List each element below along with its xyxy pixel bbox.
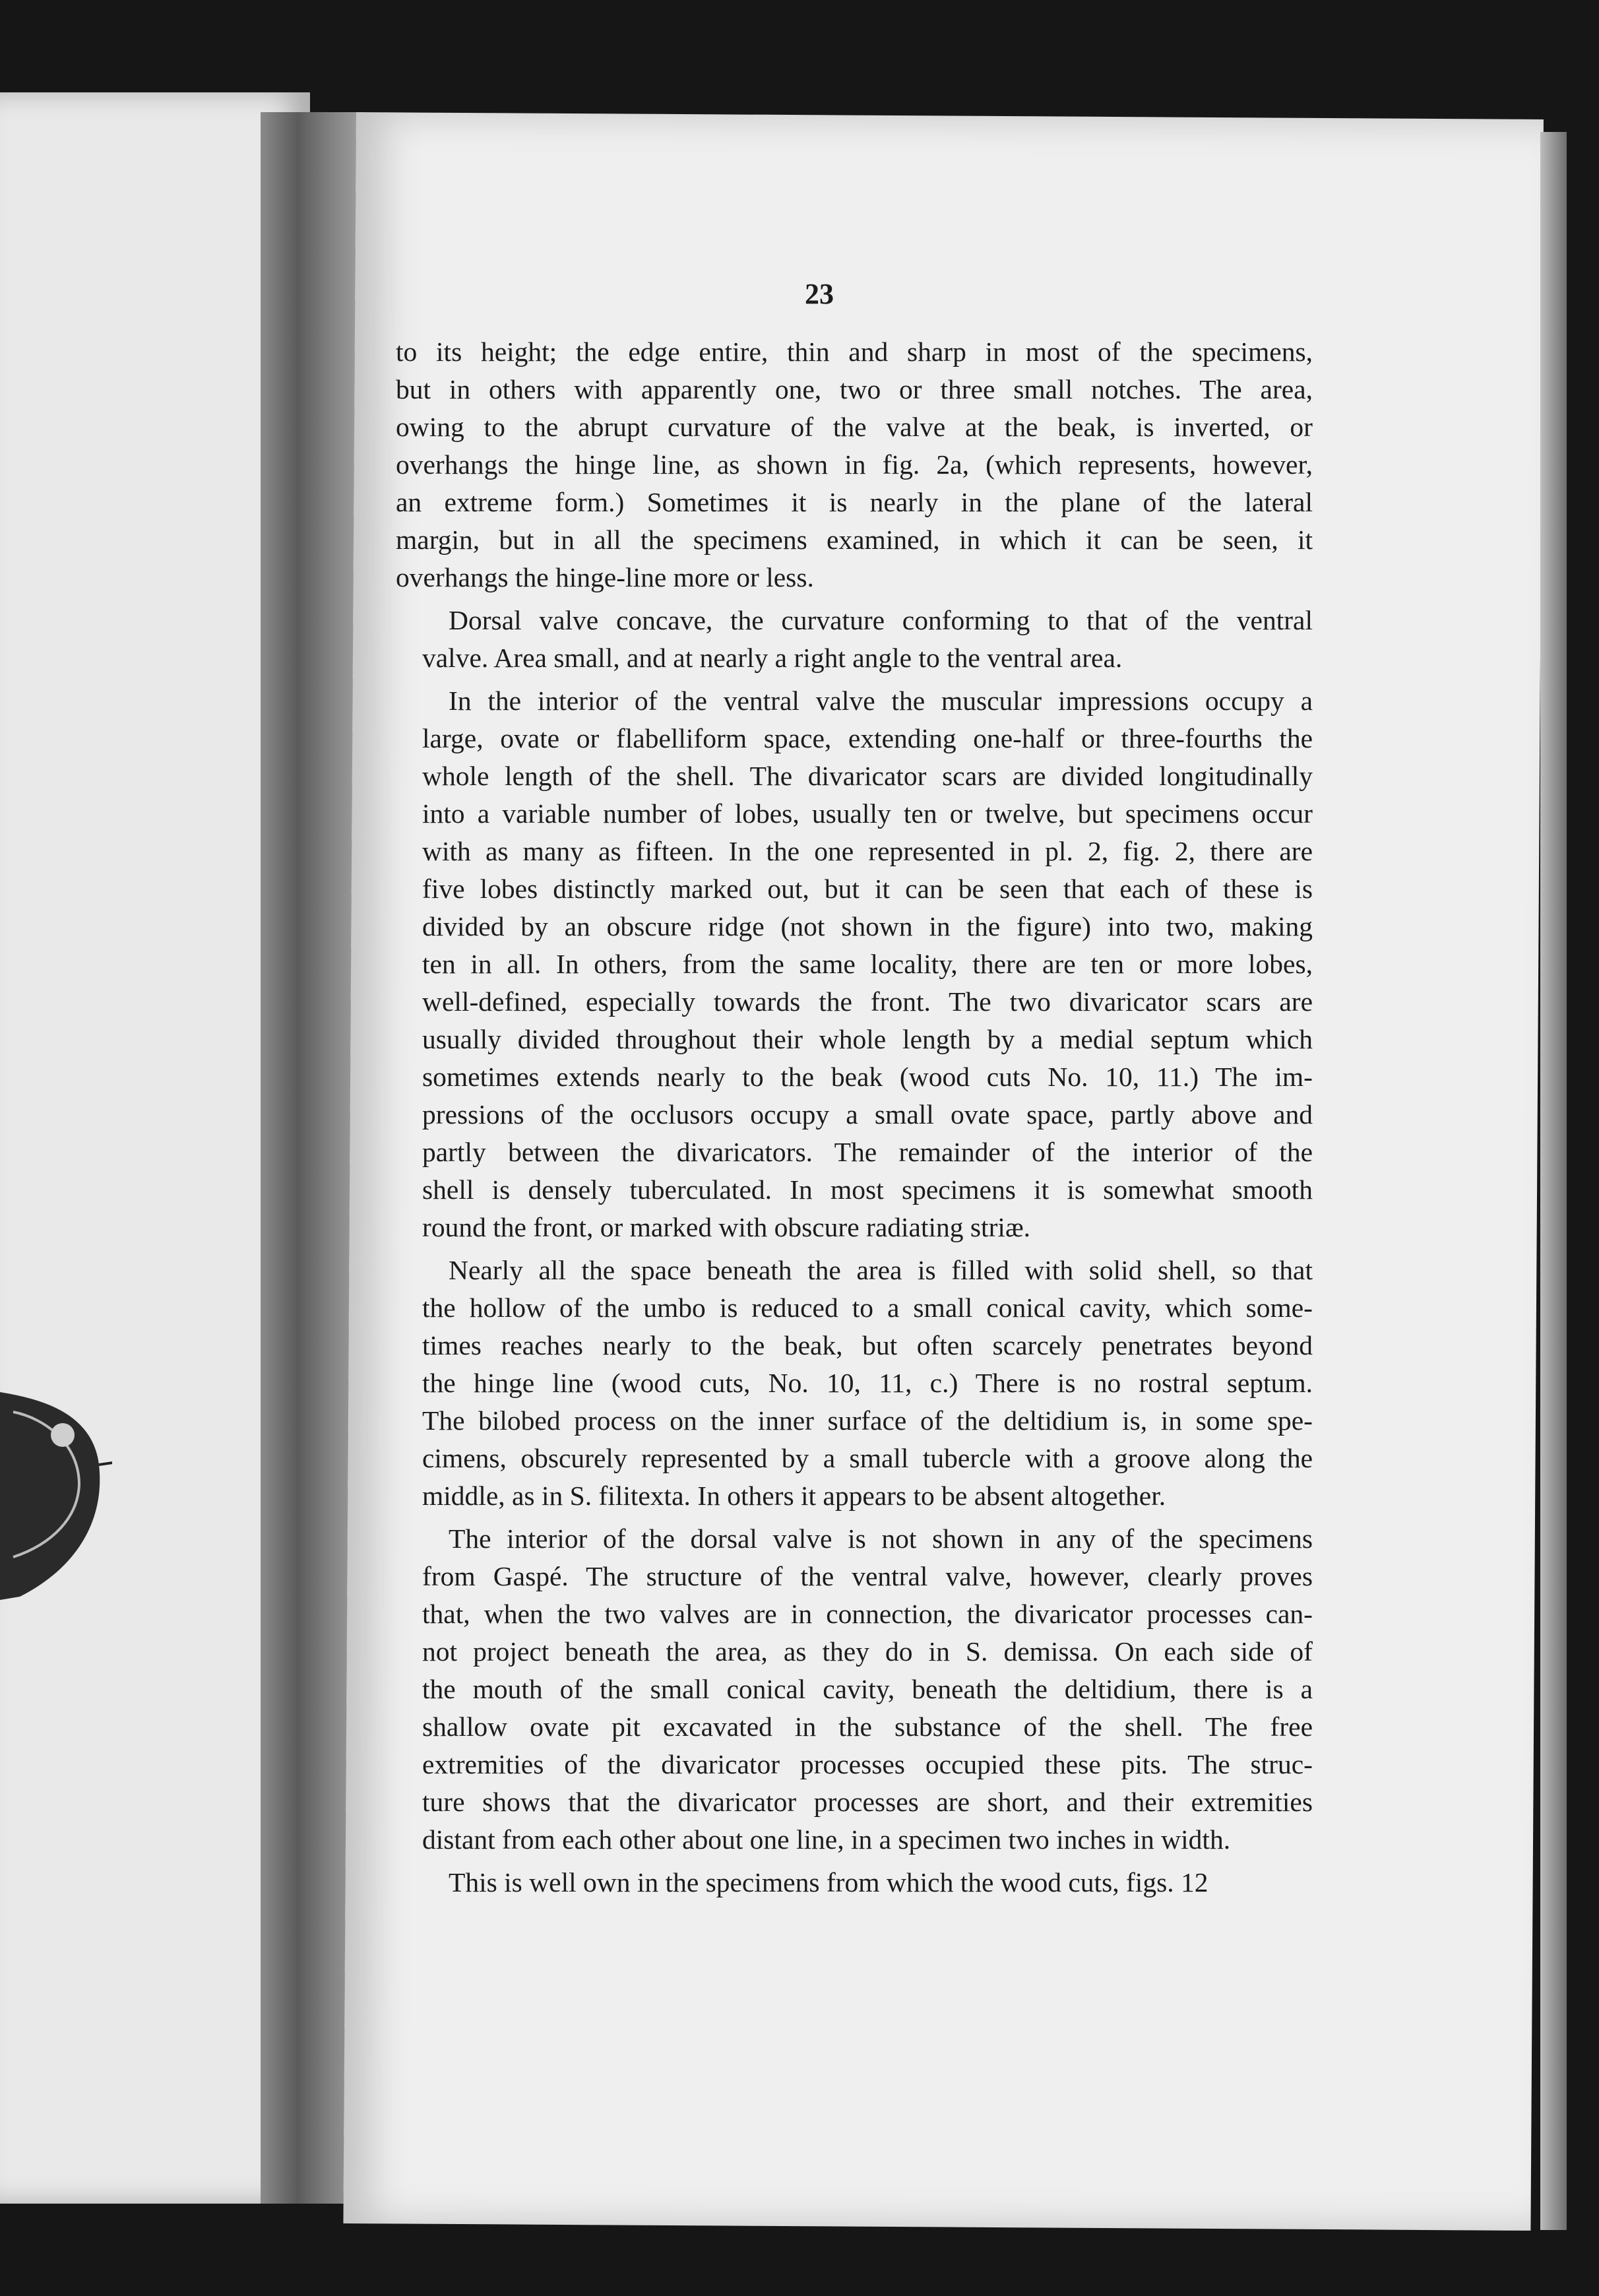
text-line: five lobes distinctly marked out, but it can be seen that each of these is: [422, 874, 1313, 904]
text-line: times reaches nearly to the beak, but often scarcely penetrates beyond: [422, 1330, 1313, 1360]
text-line: ture shows that the divaricator processes are short, and their extremities: [422, 1787, 1313, 1817]
text-line: ten in all. In others, from the same locality, there are ten or more lobes,: [422, 949, 1313, 979]
text-line: divided by an obscure ridge (not shown in the figure) into two, making: [422, 911, 1313, 941]
text-line: cimens, obscurely represented by a small tubercle with a groove along the: [422, 1443, 1313, 1473]
page-body-text: [396, 333, 1313, 1907]
text-line: The bilobed process on the inner surface of the deltidium is, in some spe-: [422, 1405, 1313, 1436]
text-line: In the interior of the ventral valve the muscular impressions occupy a: [449, 686, 1313, 716]
text-line: with as many as fifteen. In the one represented in pl. 2, fig. 2, there are: [422, 836, 1313, 866]
paragraph: [396, 1252, 1313, 1515]
paragraph: [396, 682, 1313, 1246]
paragraph: [396, 1864, 1313, 1901]
text-line: the mouth of the small conical cavity, beneath the deltidium, there is a: [422, 1674, 1313, 1704]
text-line: the hollow of the umbo is reduced to a small conical cavity, which some-: [422, 1292, 1313, 1323]
text-line: The interior of the dorsal valve is not shown in any of the specimens: [449, 1523, 1313, 1554]
paragraph: [396, 1520, 1313, 1859]
text-line: This is well own in the specimens from which the wood cuts, figs. 12: [449, 1867, 1208, 1897]
text-line: large, ovate or flabelliform space, extending one-half or three-fourths the: [422, 723, 1313, 753]
text-line: distant from each other about one line, in a specimen two inches in width.: [422, 1824, 1231, 1855]
text-line: an extreme form.) Sometimes it is nearly in the plane of the lateral: [396, 487, 1313, 517]
page-number: 23: [805, 278, 834, 310]
shell-illustration-fragment: [0, 1372, 112, 1636]
text-line: Nearly all the space beneath the area is filled with solid shell, so that: [449, 1255, 1313, 1285]
paragraph: [396, 602, 1313, 677]
text-line: to its height; the edge entire, thin and sharp in most of the specimens,: [396, 336, 1313, 367]
text-line: sometimes extends nearly to the beak (wood cuts No. 10, 11.) The im-: [422, 1062, 1313, 1092]
text-line: Dorsal valve concave, the curvature conforming to that of the ventral: [449, 605, 1313, 635]
paragraph: [396, 333, 1313, 596]
text-line: owing to the abrupt curvature of the valve at the beak, is inverted, or: [396, 412, 1313, 442]
text-line: shell is densely tuberculated. In most specimens it is somewhat smooth: [422, 1174, 1313, 1205]
text-line: margin, but in all the specimens examined, in which it can be seen, it: [396, 525, 1313, 555]
text-line: from Gaspé. The structure of the ventral valve, however, clearly proves: [422, 1561, 1313, 1591]
text-line: shallow ovate pit excavated in the substance of the shell. The free: [422, 1711, 1313, 1742]
text-line: that, when the two valves are in connection, the divaricator processes can-: [422, 1599, 1313, 1629]
text-line: middle, as in S. filitexta. In others it appears to be absent altogether.: [422, 1481, 1166, 1511]
text-line: not project beneath the area, as they do in S. demissa. On each side of: [422, 1636, 1313, 1667]
page-edge: [1540, 132, 1567, 2230]
text-line: usually divided throughout their whole length by a medial septum which: [422, 1024, 1313, 1054]
text-line: the hinge line (wood cuts, No. 10, 11, c.) There is no rostral septum.: [422, 1368, 1313, 1398]
text-line: well-defined, especially towards the front. The two divaricator scars are: [422, 986, 1313, 1017]
text-line: but in others with apparently one, two or three small notches. The area,: [396, 374, 1313, 404]
text-line: round the front, or marked with obscure radiating striæ.: [422, 1212, 1030, 1242]
text-line: partly between the divaricators. The remainder of the interior of the: [422, 1137, 1313, 1167]
text-line: valve. Area small, and at nearly a right angle to the ventral area.: [422, 643, 1123, 673]
text-line: whole length of the shell. The divaricator scars are divided longitudinally: [422, 761, 1313, 791]
text-line: overhangs the hinge-line more or less.: [396, 562, 814, 592]
text-line: extremities of the divaricator processes occupied these pits. The struc-: [422, 1749, 1313, 1779]
text-line: overhangs the hinge line, as shown in fig. 2a, (which represents, however,: [396, 449, 1313, 480]
text-line: into a variable number of lobes, usually ten or twelve, but specimens occur: [422, 798, 1313, 829]
text-line: pressions of the occlusors occupy a small ovate space, partly above and: [422, 1099, 1313, 1130]
